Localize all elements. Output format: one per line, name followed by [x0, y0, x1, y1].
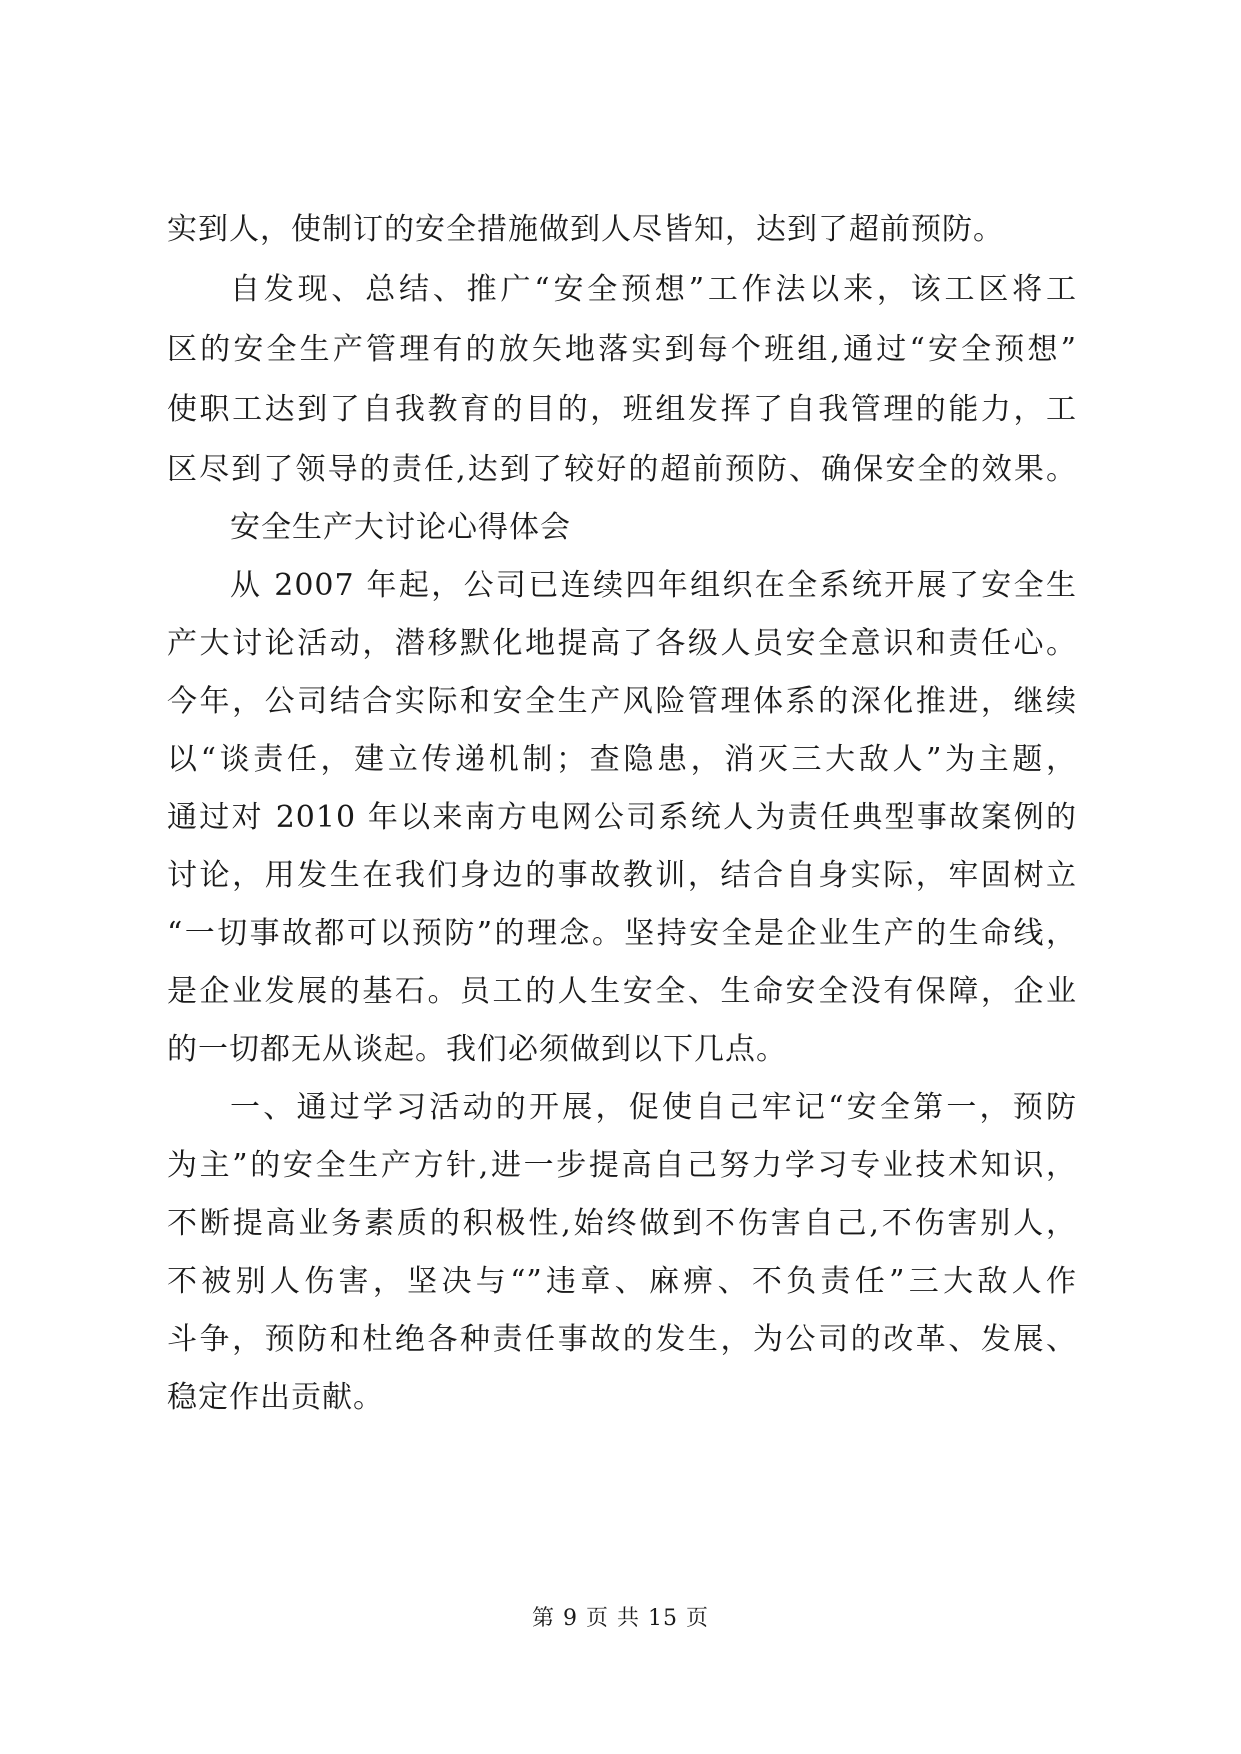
paragraph-line: 区的安全生产管理有的放矢地落实到每个班组,通过“安全预想”	[167, 332, 1077, 367]
paragraph-line: 实到人，使制订的安全措施做到人尽皆知，达到了超前预防。	[167, 212, 1004, 247]
paragraph-line: 通过对 2010 年以来南方电网公司系统人为责任典型事故案例的	[167, 800, 1077, 835]
paragraph-line: 斗争，预防和杜绝各种责任事故的发生，为公司的改革、发展、	[167, 1322, 1077, 1357]
paragraph-line: 自发现、总结、推广“安全预想”工作法以来，该工区将工	[230, 272, 1077, 307]
paragraph-line: 产大讨论活动，潜移默化地提高了各级人员安全意识和责任心。	[167, 626, 1077, 661]
page-number-footer: 第 9 页 共 15 页	[532, 1606, 709, 1631]
paragraph-line: 稳定作出贡献。	[167, 1380, 384, 1415]
paragraph-line: 不被别人伤害，坚决与“”违章、麻痹、不负责任”三大敌人作	[167, 1264, 1077, 1299]
paragraph-line: 以“谈责任，建立传递机制；查隐患，消灭三大敌人”为主题，	[167, 742, 1077, 777]
paragraph-line: 不断提高业务素质的积极性,始终做到不伤害自己,不伤害别人，	[167, 1206, 1077, 1241]
paragraph-line: 今年，公司结合实际和安全生产风险管理体系的深化推进，继续	[167, 684, 1077, 719]
paragraph-line: 是企业发展的基石。员工的人生安全、生命安全没有保障，企业	[167, 974, 1077, 1009]
paragraph-line: 使职工达到了自我教育的目的，班组发挥了自我管理的能力，工	[167, 392, 1077, 427]
paragraph-line: 讨论，用发生在我们身边的事故教训，结合自身实际，牢固树立	[167, 858, 1077, 893]
paragraph-line: “一切事故都可以预防”的理念。坚持安全是企业生产的生命线，	[167, 916, 1077, 951]
paragraph-line: 从 2007 年起，公司已连续四年组织在全系统开展了安全生	[230, 568, 1077, 603]
paragraph-line: 为主”的安全生产方针,进一步提高自己努力学习专业技术知识，	[167, 1148, 1077, 1183]
paragraph-line: 的一切都无从谈起。我们必须做到以下几点。	[167, 1032, 787, 1067]
paragraph-line: 一、通过学习活动的开展，促使自己牢记“安全第一，预防	[230, 1090, 1077, 1125]
section-heading: 安全生产大讨论心得体会	[230, 510, 571, 545]
paragraph-line: 区尽到了领导的责任,达到了较好的超前预防、确保安全的效果。	[167, 452, 1077, 487]
